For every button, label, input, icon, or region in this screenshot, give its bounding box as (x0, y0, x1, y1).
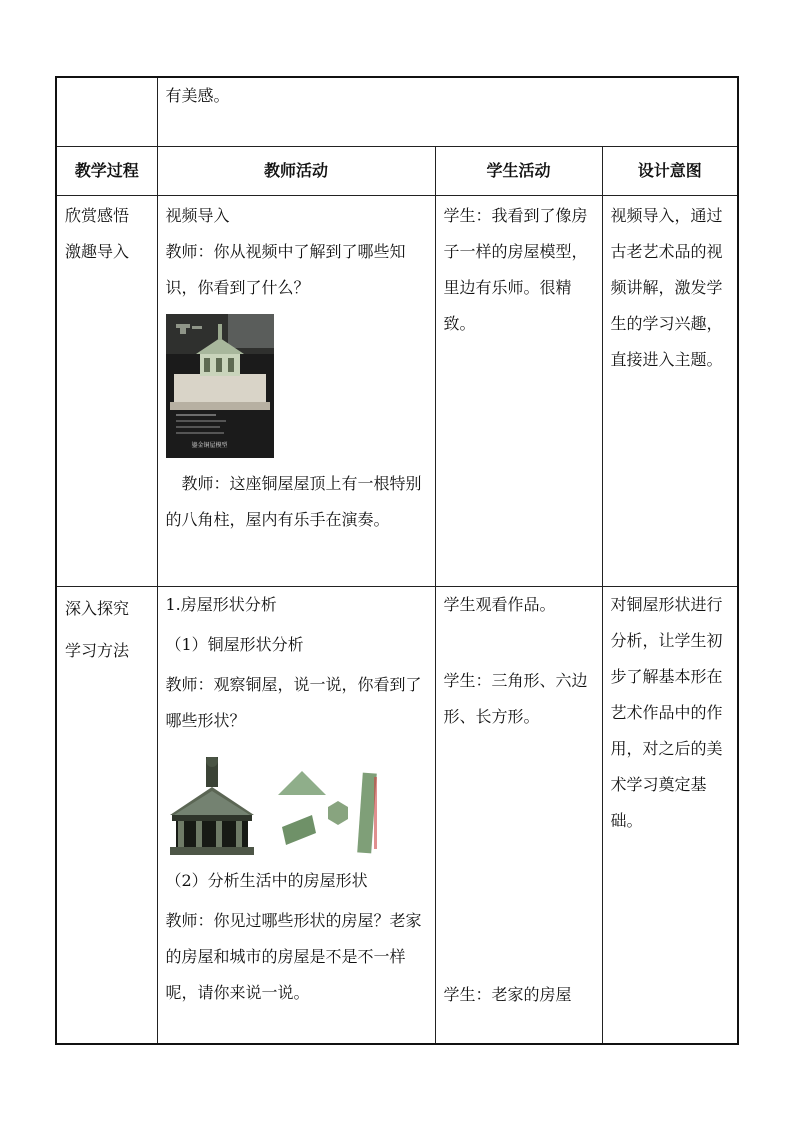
shape-images (166, 749, 427, 857)
continuation-text (157, 77, 738, 147)
teacher-title: 1.房屋形状分析 (165, 595, 277, 614)
teacher-cell (157, 196, 435, 587)
student-cell (435, 196, 602, 587)
teacher-subtitle: （2）分析生活中的房屋形状 (165, 871, 368, 890)
student-answer: 学生：老家的房屋 (443, 985, 572, 1004)
image-caption: 鎏金铜屋模型 (191, 442, 228, 449)
bronze-house-image (166, 757, 258, 857)
continuation-text-content: 有美感。 (165, 86, 230, 105)
teacher-title: 视频导入 (165, 206, 230, 225)
teacher-cell (157, 587, 435, 1045)
header-student: 学生活动 (435, 147, 602, 196)
stage-line: 学习方法 (65, 641, 130, 660)
header-intent: 设计意图 (602, 147, 738, 196)
intent-text: 视频导入，通过古老艺术品的视频讲解，激发学生的学习兴趣，直接进入主题。 (610, 206, 723, 369)
stage-cell (56, 196, 157, 587)
student-cell (435, 587, 602, 1045)
header-teacher: 教师活动 (157, 147, 435, 196)
basic-shapes-image (272, 767, 390, 857)
stage-cell (56, 587, 157, 1045)
student-answer: 学生：我看到了像房子一样的房屋模型，里边有乐师。很精致。 (443, 206, 588, 333)
lesson-plan-table (55, 76, 739, 1045)
row-explore (56, 587, 738, 1045)
teacher-question: 教师：观察铜屋，说一说，你看到了哪些形状？ (165, 675, 422, 730)
intent-cell (602, 196, 738, 587)
intent-text: 对铜屋形状进行分析，让学生初步了解基本形在艺术作品中的作用，对之后的美术学习奠定基础。 (610, 595, 723, 830)
student-answer: 学生观看作品。 (443, 595, 556, 614)
stage-line: 激趣导入 (65, 242, 130, 261)
stage-line: 欣赏感悟 (65, 206, 130, 225)
teacher-question: 教师：你见过哪些形状的房屋？老家的房屋和城市的房屋是不是不一样呢，请你来说一说。 (165, 911, 422, 1002)
continuation-left-cell (56, 77, 157, 147)
teacher-explanation: 教师：这座铜屋屋顶上有一根特别的八角柱，屋内有乐手在演奏。 (165, 474, 422, 529)
museum-photo (166, 314, 274, 458)
teacher-question: 教师：你从视频中了解到了哪些知识，你看到了什么？ (165, 242, 406, 297)
continuation-row (56, 77, 738, 147)
stage-line: 深入探究 (65, 599, 130, 618)
row-intro (56, 196, 738, 587)
student-answer: 学生：三角形、六边形、长方形。 (443, 671, 588, 726)
intent-cell (602, 587, 738, 1045)
header-row (56, 147, 738, 196)
teacher-subtitle: （1）铜屋形状分析 (165, 635, 304, 654)
header-stage: 教学过程 (56, 147, 157, 196)
museum-video-image (166, 314, 274, 458)
